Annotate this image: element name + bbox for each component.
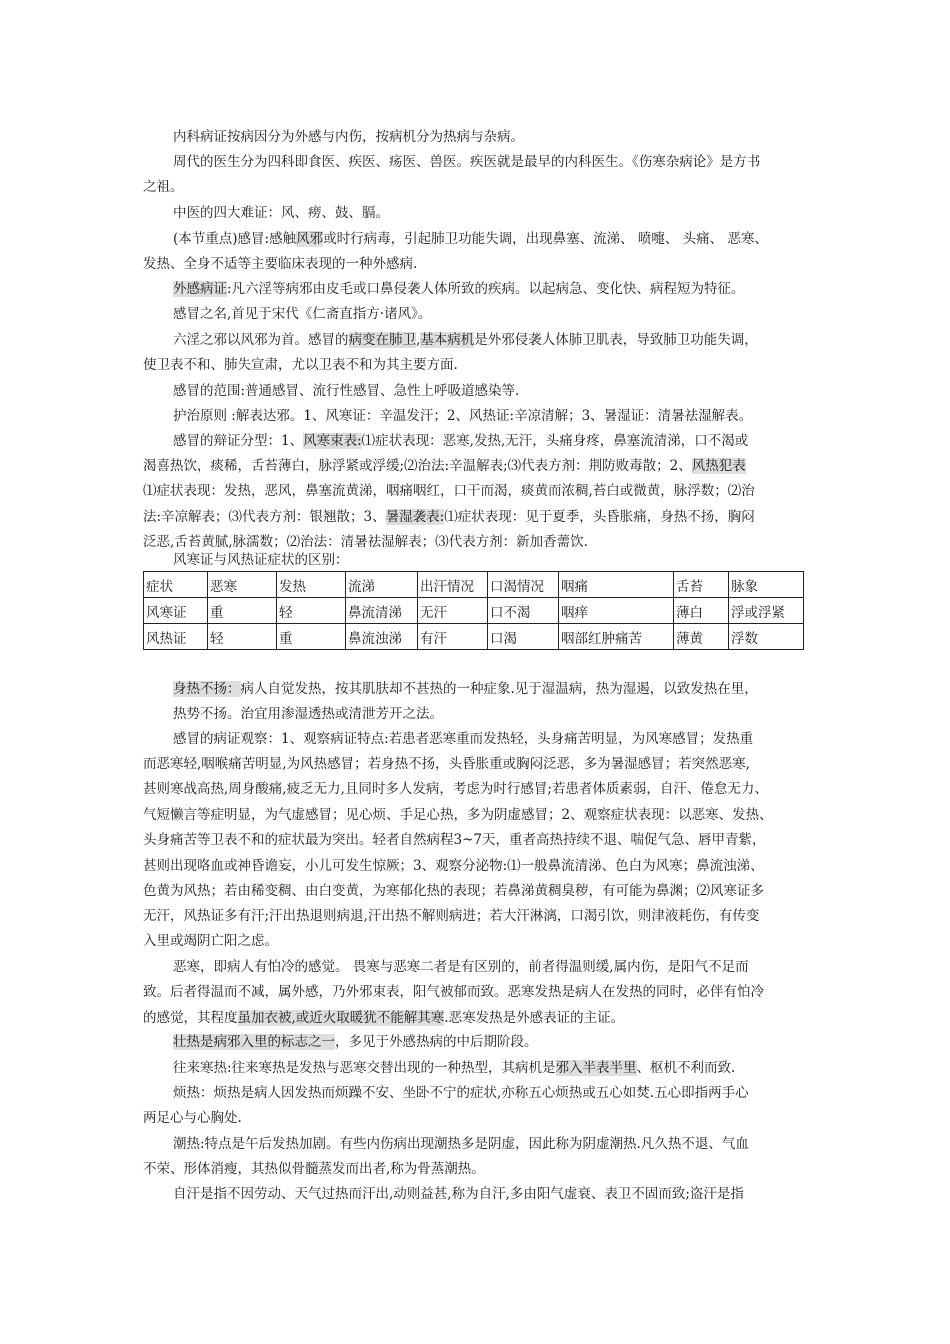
paragraph-line: 使卫表不和、肺失宣肃，尤以卫表不和为其主要方面. (143, 357, 458, 373)
table-cell: 重 (277, 624, 346, 650)
paragraph-line: 色黄为风热；若由稀变稠、由白变黄，为寒郁化热的表现；若鼻涕黄稠臭秽，有可能为鼻渊；⑵风寒证多 (143, 883, 764, 899)
paragraph-line: 内科病证按病因分为外感与内伤，按病机分为热病与杂病。 (173, 129, 524, 145)
table-header-cell: 发热 (277, 572, 346, 598)
text-run: 、枢机不利而致. (636, 1060, 736, 1076)
paragraph-line (173, 279, 745, 299)
paragraph-line: 泛恶,舌苔黄腻,脉濡数；⑵治法：清暑祛湿解表；⑶代表方剂：新加香薷饮. (143, 534, 588, 550)
table-header-cell: 脉象 (729, 572, 804, 598)
highlighted-term: 外感病证 (173, 281, 227, 297)
paragraph-line: 感冒的范围:普通感冒、流行性感冒、急性上呼吸道感染等. (173, 383, 520, 399)
highlighted-term: 身热不扬： (173, 681, 241, 697)
paragraph-line: 之祖。 (143, 179, 184, 195)
text-run: 或时行病毒，引起肺卫功能失调，出现鼻塞、流涕、 喷嚏、 头痛、 恶寒、 (323, 231, 768, 247)
table-caption: 风寒证与风热证症状的区别： (173, 552, 349, 568)
highlighted-term: 邪入半表半里 (555, 1060, 637, 1076)
text-run: 病人自觉发热，按其肌肤却不甚热的一种症象.见于湿温病，热为湿遏，以致发热在里， (240, 681, 758, 697)
paragraph-line: ⑴症状表现：发热，恶风，鼻塞流黄涕，咽痛咽红，口干而渴，痰黄而浓稠,苔白或微黄，脉浮数；⑵治 (143, 483, 755, 499)
highlighted-term: 病变在肺卫 (348, 332, 416, 348)
paragraph-line: 气短懒言等症明显，为气虚感冒；见心烦、手足心热，多为阴虚感冒；2、观察症状表现：以恶寒、发热、 (143, 807, 773, 823)
table-row (144, 598, 804, 624)
text-run: .恶寒发热是外感表证的主证。 (444, 1010, 625, 1026)
paragraph-line: 入里或竭阴亡阳之虑。 (143, 933, 278, 949)
table-cell: 薄黄 (674, 624, 729, 650)
table-cell: 轻 (277, 598, 346, 624)
table-cell: 浮数 (729, 624, 804, 650)
table-cell: 轻 (208, 624, 277, 650)
table-cell: 鼻流浊涕 (346, 624, 418, 650)
paragraph-line: 而恶寒轻,咽喉痛苦明显,为风热感冒；若身热不扬，头昏胀重或胸闷泛恶，多为暑湿感冒；若突然恶寒, (143, 756, 750, 772)
table-header-row (144, 572, 804, 598)
paragraph-line (143, 1008, 624, 1028)
highlighted-term: 虽加衣被,或近火取暖犹不能解其寒 (237, 1010, 445, 1026)
table-cell: 鼻流清涕 (346, 598, 418, 624)
comparison-table (143, 571, 804, 650)
table-header-cell: 舌苔 (674, 572, 729, 598)
paragraph-line (173, 229, 768, 249)
table-cell: 风寒证 (144, 598, 208, 624)
text-run: 往来寒热:往来寒热是发热与恶寒交替出现的一种热型，其病机是 (173, 1060, 556, 1076)
paragraph-line: 头身痛苦等卫表不和的症状最为突出。轻者自然病程3~7天，重者高热持续不退、喘促气急、唇甲青紫， (143, 832, 766, 848)
paragraph-line (173, 330, 758, 350)
text-run: ，多见于外感热病的中后期阶段。 (335, 1034, 538, 1050)
paragraph-line: 甚则出现咯血或神昏谵妄，小儿可发生惊厥；3、观察分泌物:⑴一般鼻流清涕、色白为风寒；鼻流浊涕、 (143, 858, 764, 874)
text-run: 感冒的辩证分型：1、 (173, 433, 304, 449)
paragraph-line: 甚则寒战高热,周身酸痛,疲乏无力,且同时多人发病，考虑为时行感冒;若患者体质素弱，自汗、倦怠无力、 (143, 781, 768, 797)
text-run: (本节重点)感冒:感触 (173, 231, 297, 247)
table-cell: 薄白 (674, 598, 729, 624)
table-cell: 重 (208, 598, 277, 624)
table-row (144, 624, 804, 650)
paragraph-line: 发热、全身不适等主要临床表现的一种外感病. (143, 256, 418, 272)
table-cell: 口不渴 (488, 598, 559, 624)
text-run: 是外邪侵袭人体肺卫肌表，导致肺卫功能失调， (474, 332, 758, 348)
table-header-cell: 恶寒 (208, 572, 277, 598)
paragraph-line: 自汗是指不因劳动、天气过热而汗出,动则益甚,称为自汗,多由阳气虚衰、表卫不固而致;盗汗是指 (173, 1186, 744, 1202)
table-cell: 咽部红肿痛苦 (559, 624, 674, 650)
table-header-cell: 症状 (144, 572, 208, 598)
table-cell: 无汗 (418, 598, 488, 624)
paragraph-line (143, 507, 755, 527)
paragraph-line: 周代的医生分为四科即食医、疾医、疡医、兽医。疾医就是最早的内科医生。《伤寒杂病论》是方书 (173, 154, 761, 170)
text-run: ⑴症状表现：恶寒,发热,无汗，头痛身疼，鼻塞流清涕，口不渴或 (361, 433, 749, 449)
paragraph-line: 两足心与心胸处. (143, 1110, 242, 1126)
paragraph-line (173, 1032, 538, 1052)
text-run: 渴喜热饮，痰稀，舌苔薄白，脉浮紧或浮缓;⑵治法:辛温解表;⑶代表方剂：荆防败毒散；2、 (143, 458, 692, 474)
table-header-cell: 流涕 (346, 572, 418, 598)
text-run: , (416, 332, 421, 348)
paragraph-line: 无汗，风热证多有汗;汗出热退则病退,汗出热不解则病进；若大汗淋漓，口渴引饮，则津液耗伤，有传变 (143, 908, 760, 924)
text-run: 六淫之邪以风邪为首。感冒的 (173, 332, 349, 348)
paragraph-line: 潮热:特点是午后发热加剧。有些内伤病出现潮热多是阴虚，因此称为阴虚潮热.凡久热不退、气血 (173, 1136, 749, 1152)
table-cell: 风热证 (144, 624, 208, 650)
table-cell: 浮或浮紧 (729, 598, 804, 624)
table-header-cell: 咽痛 (559, 572, 674, 598)
text-run: :凡六淫等病邪由皮毛或口鼻侵袭人体所致的疾病。以起病急、变化快、病程短为特征。 (227, 281, 745, 297)
table-header-cell: 口渴情况 (488, 572, 559, 598)
paragraph-line (173, 679, 758, 699)
paragraph-line (173, 431, 748, 451)
text-run: 法:辛凉解表；⑶代表方剂：银翘散；3、 (143, 509, 386, 525)
text-run: 的感觉，其程度 (143, 1010, 238, 1026)
paragraph-line (143, 456, 746, 476)
highlighted-term: 壮热是病邪入里的标志之一 (173, 1034, 335, 1050)
highlighted-term: 暑湿袭表: (385, 509, 445, 525)
table-cell: 咽痒 (559, 598, 674, 624)
paragraph-line: 致。后者得温而不减，属外感，乃外邪束表，阳气被郁而致。恶寒发热是病人在发热的同时，必伴有怕冷 (143, 984, 764, 1000)
text-run: ⑴症状表现：见于夏季，头昏胀痛，身热不扬，胸闷 (444, 509, 755, 525)
highlighted-term: 风寒束表: (303, 433, 362, 449)
paragraph-line (173, 1058, 735, 1078)
paragraph-line: 恶寒，即病人有怕冷的感觉。 畏寒与恶寒二者是有区别的，前者得温则缓,属内伤，是阳气不足而 (173, 959, 749, 975)
paragraph-line: 感冒之名,首见于宋代《仁斋直指方·诸风》。 (173, 306, 432, 322)
paragraph-line: 护治原则 :解表达邪。1、风寒证：辛温发汗；2、风热证:辛凉清解；3、暑湿证：清暑祛湿解表。 (173, 408, 753, 424)
highlighted-term: 风邪 (296, 231, 324, 247)
table-cell: 口渴 (488, 624, 559, 650)
table-header-cell: 出汗情况 (418, 572, 488, 598)
paragraph-line: 感冒的病证观察：1、观察病证特点:若患者恶寒重而发热轻，头身痛苦明显，为风寒感冒；发热重 (173, 731, 754, 747)
highlighted-term: 基本病机 (420, 332, 475, 348)
table-cell: 有汗 (418, 624, 488, 650)
highlighted-term: 风热犯表 (691, 458, 746, 474)
paragraph-line: 烦热：烦热是病人因发热而烦躁不安、坐卧不宁的症状,亦称五心烦热或五心如焚.五心即指两手心 (173, 1085, 749, 1101)
paragraph-line: 中医的四大难证：风、痨、鼓、膈。 (173, 205, 389, 221)
paragraph-line: 热势不扬。治宜用渗湿透热或清泄芳开之法。 (173, 706, 443, 722)
paragraph-line: 不荣、形体消瘦，其热似骨髓蒸发而出者,称为骨蒸潮热。 (143, 1161, 485, 1177)
